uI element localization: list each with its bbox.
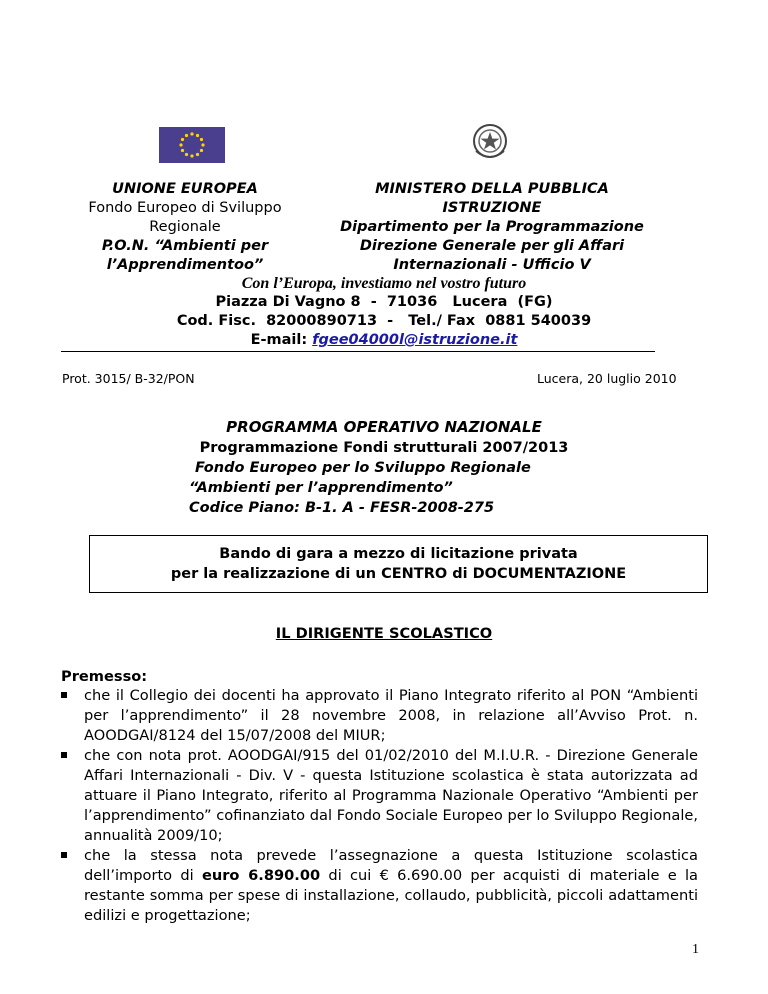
header-left <box>70 180 300 275</box>
protocol-number: Prot. 3015/ B-32/PON <box>62 371 195 386</box>
fiscal-code: Cod. Fisc. 82000890713 - Tel./ Fax 0881 540039 <box>176 313 592 329</box>
bullet-icon <box>61 752 67 758</box>
list-item <box>61 686 698 746</box>
email-line <box>70 331 698 350</box>
ministry-line3: Internazionali - Ufficio V <box>393 257 591 273</box>
bullet-text-3-pre: che la stessa nota prevede l’assegnazione a questa Istituzione scolastica dell’importo di <box>84 847 698 884</box>
email-label: E-mail: <box>250 332 313 348</box>
funding-amount: euro 6.890.00 <box>201 867 321 884</box>
header-center <box>70 275 698 350</box>
tender-line2: per la realizzazione di un CENTRO di DOCUMENTAZIONE <box>170 566 627 582</box>
pon-line2: l’Apprendimentoo” <box>106 257 264 273</box>
bullet-text-2: che con nota prot. AOODGAI/915 del 01/02/2010 del M.I.U.R. - Direzione Generale Affari Internazionali - Div. V - questa Istituzione scolastica è stata autorizzata ad attuare il Piano Integrato, riferito al Programma Nazionale Operativo “Ambienti per l’apprendimento” cofinanziato dal Fondo Sociale Europeo per lo Sviluppo Regionale, annualità 2009/10; <box>84 747 698 844</box>
header-divider <box>61 351 655 352</box>
bullet-icon <box>61 852 67 858</box>
ministry-line1: Dipartimento per la Programmazione <box>340 219 644 235</box>
programme-line4: Codice Piano: B-1. A - FESR-2008-275 <box>189 500 495 516</box>
bullet-icon <box>61 692 67 698</box>
programme-title: PROGRAMMA OPERATIVO NAZIONALE <box>226 418 542 436</box>
eu-flag-logo <box>159 127 225 163</box>
programme-block <box>70 417 698 458</box>
motto: Con l’Europa, investiamo nel vostro futuro <box>241 275 527 292</box>
list-item <box>61 746 698 846</box>
section-title: IL DIRIGENTE SCOLASTICO <box>275 625 493 642</box>
eu-fund-line2: Regionale <box>149 219 221 235</box>
premise-list <box>61 686 698 926</box>
italian-republic-emblem <box>470 121 510 163</box>
header-right <box>311 180 673 275</box>
school-address: Piazza Di Vagno 8 - 71036 Lucera (FG) <box>215 294 553 310</box>
document-date: Lucera, 20 luglio 2010 <box>537 371 677 386</box>
bullet-text-3-post: di cui € 6.690.00 per acquisti di materiale e la restante somma per spese di installazione, collaudo, pubblicità, piccoli adattamenti edilizi e progettazione; <box>84 867 698 924</box>
ministry-title1: MINISTERO DELLA PUBBLICA <box>375 181 609 197</box>
email-link[interactable]: fgee04000l@istruzione.it <box>312 332 518 348</box>
eu-title: UNIONE EUROPEA <box>112 181 258 197</box>
pon-line1: P.O.N. “Ambienti per <box>101 238 269 254</box>
premise-label: Premesso: <box>61 668 148 685</box>
tender-box <box>89 535 708 593</box>
ministry-title2: ISTRUZIONE <box>442 200 542 216</box>
list-item <box>61 846 698 926</box>
programme-line3: “Ambienti per l’apprendimento” <box>189 480 453 496</box>
page-number: 1 <box>692 942 699 957</box>
ministry-line2: Direzione Generale per gli Affari <box>359 238 625 254</box>
programme-line1: Programmazione Fondi strutturali 2007/2013 <box>199 440 569 456</box>
bullet-text-1: che il Collegio dei docenti ha approvato il Piano Integrato riferito al PON “Ambienti per l’apprendimento” il 28 novembre 2008, in relazione all’Avviso Prot. n. AOODGAI/8124 del 15/07/2008 del MIUR; <box>84 687 698 744</box>
eu-fund-line: Fondo Europeo di Sviluppo <box>88 200 282 216</box>
programme-line2: Fondo Europeo per lo Sviluppo Regionale <box>195 460 531 476</box>
programme-details <box>189 458 639 518</box>
tender-line1: Bando di gara a mezzo di licitazione privata <box>219 546 578 562</box>
